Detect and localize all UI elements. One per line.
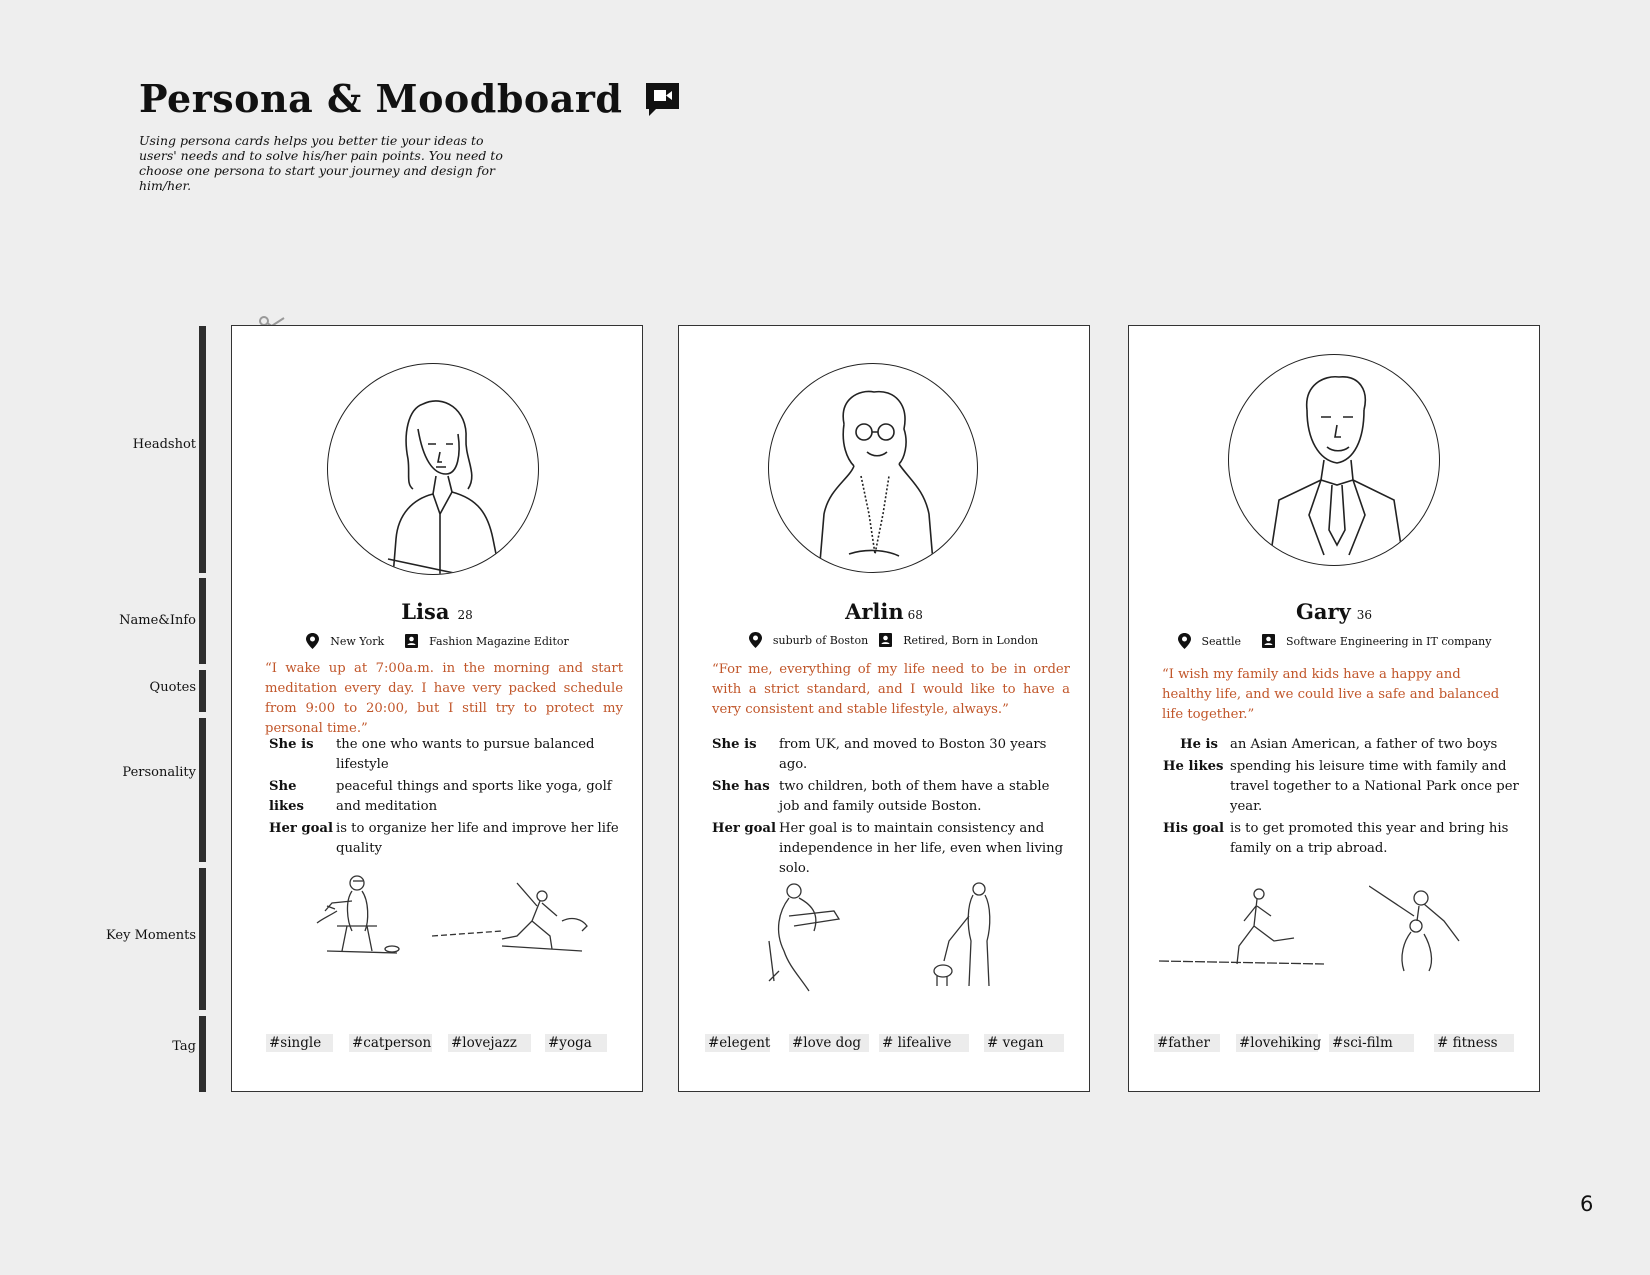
- key-moment-running-sketch: [1159, 886, 1329, 971]
- persona-age: 28: [457, 608, 473, 622]
- persona-quote: “For me, everything of my life need to be in order with a strict standard, and I would like to have a very consistent and stable lifestyle, always.”: [712, 662, 1070, 717]
- page-subtitle: Using persona cards helps you better tie your ideas to users' needs and to solve his/her pain points. You need to choose one persona to start your journey and design for him/her.: [139, 133, 503, 193]
- persona-name-line: [1129, 599, 1539, 624]
- trait-value: from UK, and moved to Boston 30 years ago.: [779, 737, 1047, 772]
- row-label-personality: Personality: [122, 765, 196, 780]
- personality-row: [269, 735, 629, 775]
- personality-row: [269, 777, 629, 817]
- persona-location: suburb of Boston: [772, 633, 869, 647]
- row-label-headshot: Headshot: [132, 437, 196, 452]
- trait-value: spending his leisure time with family and travel together to a National Park once per year.: [1230, 759, 1519, 814]
- personality-list: [1163, 735, 1538, 861]
- persona-info: [679, 631, 1089, 649]
- personality-row: [269, 819, 629, 859]
- tag: #sci-film: [1329, 1034, 1414, 1052]
- row-label-key-moments: Key Moments: [106, 928, 196, 943]
- tag: #lovejazz: [448, 1034, 531, 1052]
- tag: #love dog: [789, 1034, 869, 1052]
- trait-value: is to organize her life and improve her life quality: [336, 821, 619, 856]
- trait-value: two children, both of them have a stable job and family outside Boston.: [779, 779, 1050, 814]
- tag: # vegan: [984, 1034, 1064, 1052]
- row-label-name-info: Name&Info: [119, 613, 196, 628]
- persona-name-line: [232, 599, 642, 624]
- tag: #lovehiking: [1236, 1034, 1318, 1052]
- key-moment-dog-walk-sketch: [929, 881, 1009, 991]
- persona-role: Software Engineering in IT company: [1286, 634, 1492, 648]
- key-moment-yoga-sketch: [432, 881, 592, 956]
- persona-name-line: [679, 599, 1089, 624]
- trait-value: peaceful things and sports like yoga, golf and meditation: [336, 779, 612, 814]
- tag: # fitness: [1434, 1034, 1514, 1052]
- row-label-tag: Tag: [172, 1039, 196, 1054]
- contact-badge-icon: [878, 631, 893, 649]
- contact-badge-icon: [404, 632, 419, 650]
- trait-key: He likes: [1163, 759, 1224, 774]
- trait-key: She is: [269, 737, 314, 752]
- personality-list: [712, 735, 1067, 881]
- personality-row: [1163, 819, 1538, 859]
- key-moment-family-sketch: [1369, 876, 1469, 976]
- trait-key: She has: [712, 779, 770, 794]
- personality-row: [1163, 757, 1538, 817]
- persona-role: Retired, Born in London: [903, 633, 1039, 647]
- row-bar-tag: [199, 1016, 206, 1092]
- persona-card-gary: [1128, 325, 1540, 1092]
- trait-key: Her goal: [269, 821, 333, 836]
- personality-row: [712, 735, 1067, 775]
- row-bar-headshot: [199, 326, 206, 573]
- persona-role: Fashion Magazine Editor: [429, 634, 569, 648]
- tag: # lifealive: [879, 1034, 969, 1052]
- trait-value: Her goal is to maintain consistency and independence in her life, even when living solo.: [779, 821, 1064, 876]
- personality-list: [269, 735, 629, 861]
- page-header: [139, 76, 681, 121]
- location-pin-icon: [305, 632, 320, 650]
- persona-card-lisa: [231, 325, 643, 1092]
- trait-value: the one who wants to pursue balanced lifestyle: [336, 737, 595, 772]
- trait-key: He is: [1180, 737, 1218, 752]
- persona-info: [1129, 632, 1539, 650]
- key-moment-reading-sketch: [759, 881, 849, 996]
- trait-value: is to get promoted this year and bring his family on a trip abroad.: [1230, 821, 1509, 856]
- contact-badge-icon: [1261, 632, 1276, 650]
- trait-key: She likes: [269, 779, 304, 814]
- tag: #father: [1154, 1034, 1220, 1052]
- persona-location: New York: [330, 634, 385, 648]
- tag: #elegent: [705, 1034, 770, 1052]
- row-bar-name-info: [199, 578, 206, 664]
- row-bar-key-moments: [199, 868, 206, 1010]
- location-pin-icon: [1177, 632, 1192, 650]
- tag: #yoga: [545, 1034, 607, 1052]
- row-bar-personality: [199, 718, 206, 862]
- tag: #single: [266, 1034, 333, 1052]
- headshot-gary: [1228, 354, 1440, 566]
- personality-row: [712, 819, 1067, 879]
- page-title: Persona & Moodboard: [139, 76, 623, 121]
- key-moment-cafe-sketch: [307, 871, 417, 966]
- trait-value: an Asian American, a father of two boys: [1230, 737, 1498, 752]
- video-chat-icon: [644, 81, 681, 117]
- location-pin-icon: [748, 631, 763, 649]
- tag: #catperson: [349, 1034, 432, 1052]
- page-number: 6: [1580, 1192, 1594, 1216]
- trait-key: She is: [712, 737, 757, 752]
- persona-name: Lisa: [401, 599, 450, 624]
- personality-row: [712, 777, 1067, 817]
- headshot-arlin: [768, 363, 978, 573]
- persona-age: 36: [1356, 608, 1373, 622]
- persona-card-arlin: [678, 325, 1090, 1092]
- persona-quote: “I wake up at 7:00a.m. in the morning and start meditation every day. I have very packed schedule from 9:00 to 20:00, but I still try to protect my personal time.”: [265, 661, 623, 736]
- row-bar-quotes: [199, 670, 206, 712]
- persona-quote: “I wish my family and kids have a happy and healthy life, and we could live a safe and balanced life together.”: [1162, 667, 1500, 722]
- persona-info: [232, 632, 642, 650]
- personality-row: [1163, 735, 1538, 755]
- trait-key: Her goal: [712, 821, 776, 836]
- persona-name: Gary: [1295, 599, 1351, 624]
- persona-name: Arlin: [845, 599, 904, 624]
- persona-age: 68: [907, 608, 923, 622]
- headshot-lisa: [327, 363, 539, 575]
- row-label-quotes: Quotes: [149, 680, 196, 695]
- persona-location: Seattle: [1201, 634, 1241, 648]
- trait-key: His goal: [1163, 821, 1225, 836]
